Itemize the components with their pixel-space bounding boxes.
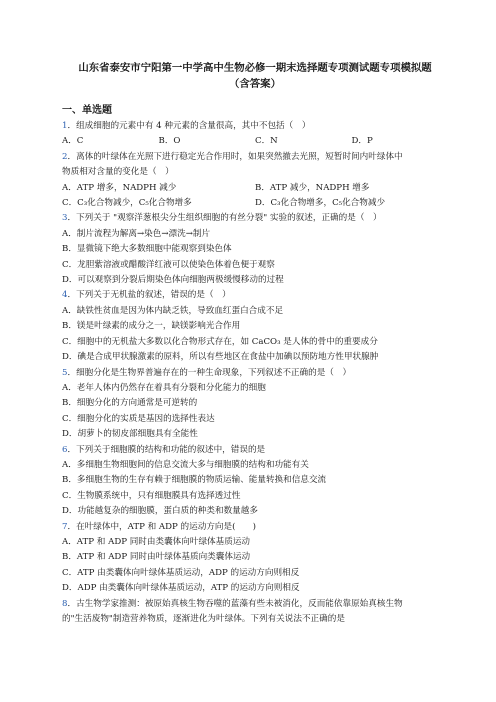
question-text: ．离体的叶绿体在光照下进行稳定光合作用时，如果突然撤去光照，短暂时间内叶绿体中 [67, 151, 403, 162]
option-a: A．ATP 增多，NADPH 减少 [62, 182, 177, 193]
question-8 [62, 597, 448, 612]
question-5 [62, 366, 448, 381]
question-3 [62, 211, 448, 226]
question-text: ．下列关于 "观察洋葱根尖分生组织细胞的有丝分裂" 实验的叙述，正确的是（ ） [67, 213, 382, 224]
question-text: ．下列关于细胞膜的结构和功能的叙述中，错误的是 [67, 444, 266, 455]
option-b: B．镁是叶绿素的成分之一，缺镁影响光合作用 [62, 321, 241, 332]
question-text: ．组成细胞的元素中有 4 种元素的含量很高，其中不包括（ ） [67, 121, 311, 131]
option-c: C．细胞中的无机盐大多数以化合物形式存在，如 CaCO₃ 是人体的骨中的重要成分 [62, 336, 378, 347]
question-number: 6 [62, 444, 68, 455]
option-d: D．胡萝卜的韧皮部细胞具有全能性 [62, 429, 198, 440]
option-c: C．细胞分化的实质是基因的选择性表达 [62, 413, 215, 424]
option-c: C．生物膜系统中，只有细胞膜具有选择透过性 [62, 490, 241, 501]
question-6 [62, 443, 448, 458]
option-b: B．多细胞生物的生存有赖于细胞膜的物质运输、能量转换和信息交流 [62, 475, 327, 486]
question-1-options [62, 134, 448, 149]
option-c: C．N [255, 136, 278, 147]
question-2-options-row-1 [62, 181, 448, 196]
option-a: A．缺铁性贫血是因为体内缺乏铁，导致血红蛋白合成不足 [62, 305, 284, 316]
question-number: 8 [62, 598, 68, 609]
option-b: B．O [158, 136, 181, 147]
option-d: D．碘是合成甲状腺激素的原料，所以有些地区在食盐中加碘以预防地方性甲状腺肿 [62, 352, 379, 363]
question-number: 5 [62, 367, 68, 378]
option-b: B．细胞分化的方向通常是可逆转的 [62, 398, 198, 409]
option-d: D．功能越复杂的细胞膜，蛋白质的种类和数量越多 [62, 506, 258, 517]
option-b: B．显微镜下绝大多数细胞中能观察到染色体 [62, 244, 232, 255]
option-d: D．ADP 由类囊体向叶绿体基质运动，ATP 的运动方向则相反 [62, 583, 300, 594]
question-text: ．下列关于无机盐的叙述，错误的是（ ） [67, 290, 231, 301]
option-c: C．龙胆紫溶液或醋酸洋红液可以使染色体着色便于观察 [62, 259, 275, 270]
question-number: 4 [62, 290, 68, 301]
question-text: ．在叶绿体中，ATP 和 ADP 的运动方向是( ) [67, 521, 256, 532]
option-a: A．多细胞生物细胞间的信息交流大多与细胞膜的结构和功能有关 [62, 459, 309, 470]
question-2-options-row-2 [62, 196, 448, 211]
option-a: A．ATP 和 ADP 同时由类囊体向叶绿体基质运动 [62, 536, 251, 547]
question-4 [62, 288, 448, 303]
question-text-continued: 的"生活废物"制造营养物质，逐渐进化为叶绿体。下列有关说法不正确的是 [62, 614, 345, 624]
title-line-2: （含答案） [229, 78, 281, 90]
option-c: C．ATP 由类囊体向叶绿体基质运动，ADP 的运动方向则相反 [62, 567, 300, 578]
question-1 [62, 119, 448, 134]
document-title [62, 60, 448, 92]
question-2 [62, 150, 448, 165]
option-a: A．老年人体内仍然存在着具有分裂和分化能力的细胞 [62, 382, 266, 393]
option-d: D．可以观察到分裂后期染色体向细胞两极缓慢移动的过程 [62, 275, 284, 286]
question-7 [62, 520, 448, 535]
question-text-continued: 物质相对含量的变化是（ ） [62, 167, 174, 178]
option-d: D．C₃化合物增多，C₅化合物减少 [255, 198, 386, 209]
question-number: 2 [62, 151, 68, 162]
option-d: D．P [351, 136, 373, 147]
question-text: ．细胞分化是生物界普遍存在的一种生命现象，下列叙述不正确的是（ ） [67, 367, 352, 378]
option-c: C．C₃化合物减少，C₅化合物增多 [62, 198, 192, 209]
section-heading: 一、单选题 [62, 105, 112, 116]
question-number: 3 [62, 213, 68, 224]
option-a: A．C [62, 136, 84, 147]
question-text: ．古生物学家推测：被原始真核生物吞噬的蓝藻有些未被消化，反而能依靠原始真核生物 [67, 598, 403, 609]
question-number: 7 [62, 521, 68, 532]
option-b: B．ATP 和 ADP 同时由叶绿体基质向类囊体运动 [62, 552, 251, 563]
option-b: B．ATP 减少，NADPH 增多 [255, 182, 370, 193]
title-line-1: 山东省泰安市宁阳第一中学高中生物必修一期末选择题专项测试题专项模拟题 [78, 62, 432, 74]
option-a: A．制片流程为解离→染色→漂洗→制片 [62, 228, 211, 239]
question-number: 1 [62, 121, 68, 131]
